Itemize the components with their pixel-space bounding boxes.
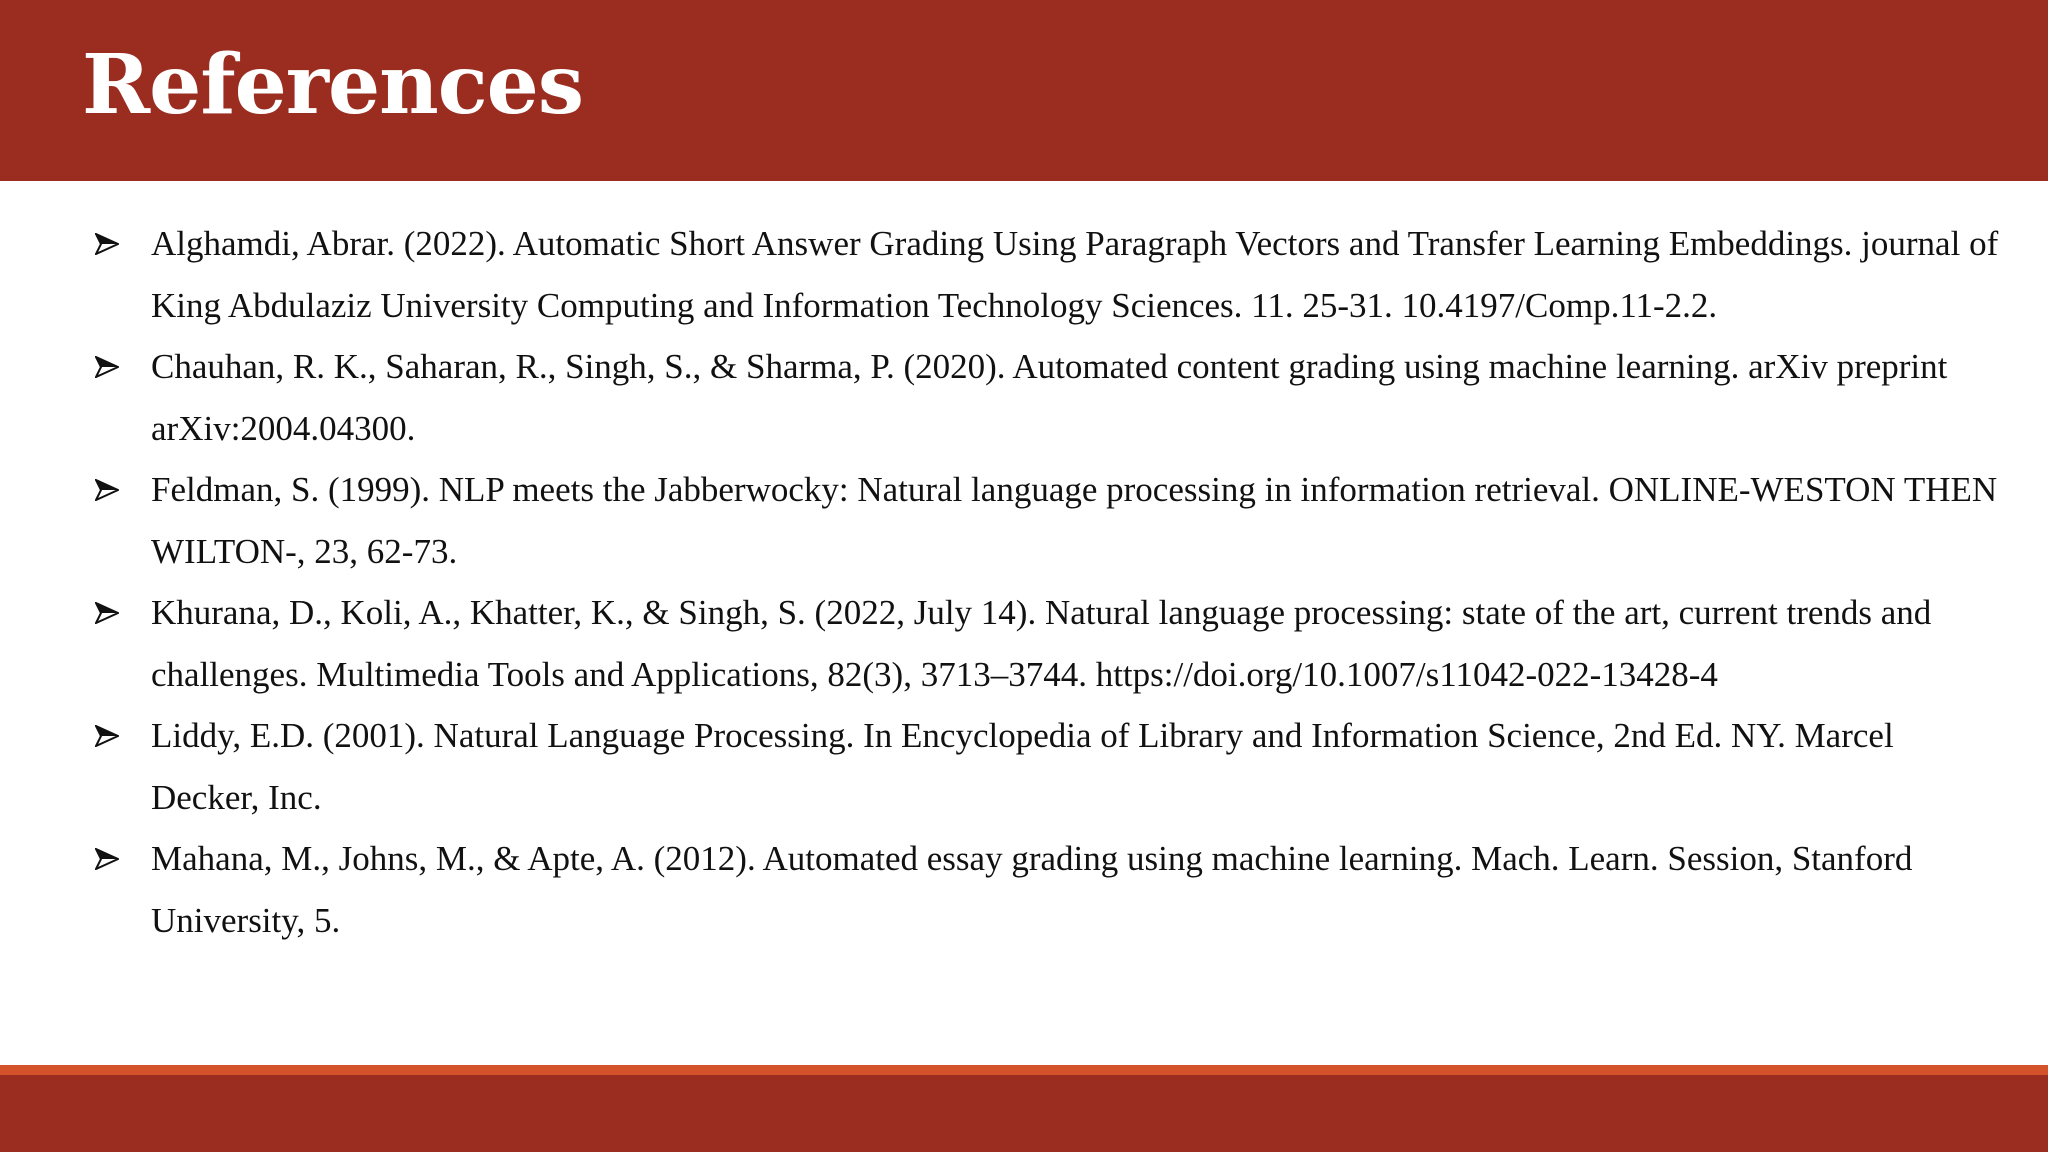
reference-item <box>0 336 2048 459</box>
arrowhead-bullet-icon <box>94 213 120 275</box>
title-bar <box>0 0 2048 181</box>
arrowhead-bullet-icon <box>94 336 120 398</box>
reference-item <box>0 213 2048 336</box>
reference-text: Liddy, E.D. (2001). Natural Language Processing. In Encyclopedia of Library and Information Science, 2nd Ed. NY. Marcel Decker, Inc. <box>151 716 1894 817</box>
arrowhead-bullet-icon <box>94 828 120 890</box>
reference-item <box>0 582 2048 705</box>
reference-item <box>0 828 2048 951</box>
slide-title: References <box>82 37 584 133</box>
arrowhead-bullet-icon <box>94 705 120 767</box>
arrowhead-bullet-icon <box>94 582 120 644</box>
reference-item <box>0 705 2048 828</box>
reference-text: Khurana, D., Koli, A., Khatter, K., & Singh, S. (2022, July 14). Natural language processing: state of the art, current trends and challenges. Multimedia Tools and Applications, 82(3), 3713–3744. https://doi.org/10.1007/s11042-022-13428-4 <box>151 593 1932 694</box>
reference-text: Alghamdi, Abrar. (2022). Automatic Short Answer Grading Using Paragraph Vectors and Transfer Learning Embeddings. journal of King Abdulaziz University Computing and Information Technology Sciences. 11. 25-31. 10.4197/Comp.11-2.2. <box>151 224 1999 325</box>
reference-item <box>0 459 2048 582</box>
reference-text: Mahana, M., Johns, M., & Apte, A. (2012). Automated essay grading using machine learning. Mach. Learn. Session, Stanford University, 5. <box>151 839 1913 940</box>
reference-text: Chauhan, R. K., Saharan, R., Singh, S., & Sharma, P. (2020). Automated content grading using machine learning. arXiv preprint arXiv:2004.04300. <box>151 347 1948 448</box>
reference-text: Feldman, S. (1999). NLP meets the Jabberwocky: Natural language processing in information retrieval. ONLINE-WESTON THEN WILTON-, 23, 62-73. <box>151 470 1998 571</box>
arrowhead-bullet-icon <box>94 459 120 521</box>
footer-bar <box>0 1075 2048 1152</box>
reference-list <box>0 213 2048 951</box>
accent-divider <box>0 1065 2048 1075</box>
